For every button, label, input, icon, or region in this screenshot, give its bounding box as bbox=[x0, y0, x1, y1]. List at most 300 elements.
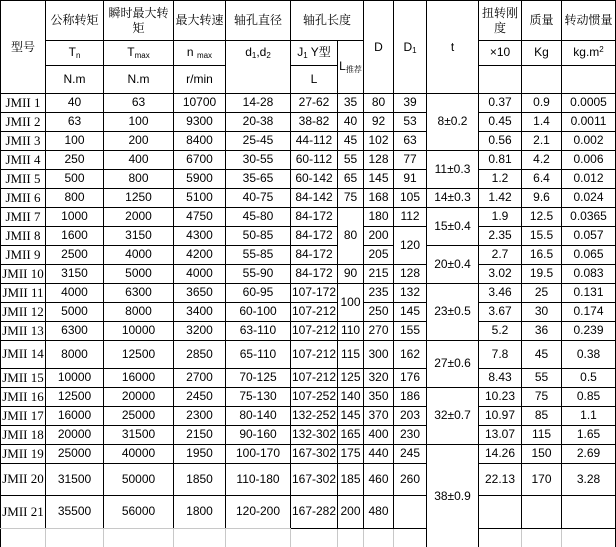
col-header-momentary-max-torque: 瞬时最大转矩 bbox=[104, 1, 174, 41]
symbol-tmax: $T_{max}$ bbox=[104, 41, 174, 66]
value-cell: 25 bbox=[522, 284, 562, 303]
value-cell: 14-28 bbox=[226, 94, 291, 113]
value-cell: 235 bbox=[364, 284, 394, 303]
table-row bbox=[1, 284, 616, 303]
col-header-nominal-torque: 公称转矩 bbox=[46, 1, 104, 41]
value-cell: 5000 bbox=[46, 303, 104, 322]
value-cell: 84-172 bbox=[291, 227, 338, 246]
value-cell: 4200 bbox=[174, 246, 226, 265]
value-cell: 1000 bbox=[46, 208, 104, 227]
value-cell: 16000 bbox=[104, 369, 174, 388]
value-cell: 155 bbox=[394, 322, 427, 341]
value-cell: 1.1 bbox=[562, 407, 616, 426]
value-cell: 6300 bbox=[104, 284, 174, 303]
value-cell: 400 bbox=[364, 426, 394, 445]
value-cell: 200 bbox=[104, 132, 174, 151]
model-cell: JMII 3 bbox=[1, 132, 46, 151]
value-cell: 90 bbox=[338, 265, 364, 284]
value-cell: 44-112 bbox=[291, 132, 338, 151]
value-cell: 107-212 bbox=[291, 303, 338, 322]
col-header-model: 型号 bbox=[1, 1, 46, 94]
value-cell: 162 bbox=[394, 341, 427, 369]
value-cell: 260 bbox=[394, 464, 427, 496]
col-header-t: t bbox=[427, 1, 479, 94]
value-cell: 0.057 bbox=[562, 227, 616, 246]
value-cell: 1.4 bbox=[522, 113, 562, 132]
value-cell: 100-170 bbox=[226, 445, 291, 464]
value-cell: 168 bbox=[364, 189, 394, 208]
value-cell: 8000 bbox=[104, 303, 174, 322]
table-row bbox=[1, 151, 616, 170]
value-cell: 10000 bbox=[104, 322, 174, 341]
blank-under-mass bbox=[522, 66, 562, 94]
table-row bbox=[1, 388, 616, 407]
value-cell: 9.6 bbox=[522, 189, 562, 208]
value-cell: 31500 bbox=[104, 426, 174, 445]
value-cell: 80 bbox=[338, 208, 364, 265]
value-cell: 5.2 bbox=[479, 322, 522, 341]
model-cell: JMII 8 bbox=[1, 227, 46, 246]
value-cell: 8±0.2 bbox=[427, 94, 479, 151]
table-row bbox=[1, 426, 616, 445]
value-cell: 100 bbox=[338, 284, 364, 322]
value-cell: 63 bbox=[394, 132, 427, 151]
value-cell: 2.35 bbox=[479, 227, 522, 246]
value-cell: 60-100 bbox=[226, 303, 291, 322]
value-cell: 107-252 bbox=[291, 388, 338, 407]
value-cell: 65 bbox=[338, 170, 364, 189]
value-cell: 20±0.4 bbox=[427, 246, 479, 284]
value-cell: 13.07 bbox=[479, 426, 522, 445]
value-cell: 20000 bbox=[104, 388, 174, 407]
col-header-D: D bbox=[364, 1, 394, 94]
model-cell: JMII 11 bbox=[1, 284, 46, 303]
header-row-titles bbox=[1, 1, 616, 41]
value-cell: 1.9 bbox=[479, 208, 522, 227]
value-cell: 120-200 bbox=[226, 496, 291, 529]
value-cell: 2000 bbox=[104, 208, 174, 227]
empty-cell bbox=[291, 529, 338, 547]
empty-cell bbox=[104, 529, 174, 547]
model-cell: JMII 7 bbox=[1, 208, 46, 227]
value-cell: 107-212 bbox=[291, 341, 338, 369]
value-cell: 112 bbox=[394, 208, 427, 227]
value-cell: 132-252 bbox=[291, 407, 338, 426]
value-cell: 27-62 bbox=[291, 94, 338, 113]
value-cell: 25000 bbox=[104, 407, 174, 426]
value-cell: 10000 bbox=[46, 369, 104, 388]
value-cell: 140 bbox=[338, 388, 364, 407]
value-cell: 40 bbox=[338, 113, 364, 132]
value-cell: 12500 bbox=[104, 341, 174, 369]
value-cell: 2.69 bbox=[562, 445, 616, 464]
blank-under-inertia bbox=[562, 66, 616, 94]
symbol-L: L bbox=[291, 66, 338, 94]
value-cell: 40000 bbox=[104, 445, 174, 464]
value-cell: 132 bbox=[394, 284, 427, 303]
value-cell: 15.5 bbox=[522, 227, 562, 246]
value-cell: 3.46 bbox=[479, 284, 522, 303]
value-cell: 53 bbox=[394, 113, 427, 132]
blank-under-stiffness bbox=[479, 66, 522, 94]
value-cell: 12500 bbox=[46, 388, 104, 407]
table-row bbox=[1, 341, 616, 369]
col-header-torsional-stiffness: 扭转刚度 bbox=[479, 1, 522, 41]
table-row bbox=[1, 189, 616, 208]
value-cell: 92 bbox=[364, 113, 394, 132]
value-cell: 145 bbox=[394, 303, 427, 322]
value-cell: 115 bbox=[338, 341, 364, 369]
value-cell: 3.28 bbox=[562, 464, 616, 496]
empty-cell bbox=[522, 529, 562, 547]
value-cell: 460 bbox=[364, 464, 394, 496]
value-cell: 63 bbox=[46, 113, 104, 132]
value-cell: 2.1 bbox=[522, 132, 562, 151]
value-cell: 80 bbox=[364, 94, 394, 113]
empty-cell bbox=[562, 529, 616, 547]
value-cell: 20-38 bbox=[226, 113, 291, 132]
value-cell: 0.012 bbox=[562, 170, 616, 189]
value-cell: 3.67 bbox=[479, 303, 522, 322]
empty-cell bbox=[394, 529, 427, 547]
value-cell: 80-140 bbox=[226, 407, 291, 426]
value-cell: 63-110 bbox=[226, 322, 291, 341]
value-cell: 480 bbox=[364, 496, 394, 529]
model-cell: JMII 14 bbox=[1, 341, 46, 369]
empty-cell bbox=[1, 529, 46, 547]
symbol-nmax: n $_{max}$ bbox=[174, 41, 226, 66]
empty-cell bbox=[338, 529, 364, 547]
value-cell: 3650 bbox=[174, 284, 226, 303]
value-cell: 165 bbox=[338, 426, 364, 445]
value-cell bbox=[522, 496, 562, 529]
value-cell: 4000 bbox=[174, 265, 226, 284]
value-cell: 0.131 bbox=[562, 284, 616, 303]
col-header-bore-diameter: 轴孔直径 bbox=[226, 1, 291, 41]
symbol-tn: $T_n$ bbox=[46, 41, 104, 66]
table-row bbox=[1, 369, 616, 388]
model-cell: JMII 21 bbox=[1, 496, 46, 529]
value-cell: 185 bbox=[338, 464, 364, 496]
unit-inertia: $kg.m^2$ bbox=[562, 41, 616, 66]
value-cell: 1800 bbox=[174, 496, 226, 529]
value-cell: 8400 bbox=[174, 132, 226, 151]
value-cell: 22.13 bbox=[479, 464, 522, 496]
value-cell: 70-125 bbox=[226, 369, 291, 388]
value-cell: 27±0.6 bbox=[427, 341, 479, 388]
unit-rpm: r/min bbox=[174, 66, 226, 94]
spec-table-body bbox=[1, 94, 616, 547]
value-cell: 230 bbox=[394, 426, 427, 445]
value-cell: 167-302 bbox=[291, 445, 338, 464]
value-cell: 0.002 bbox=[562, 132, 616, 151]
value-cell: 40 bbox=[46, 94, 104, 113]
value-cell: 84-172 bbox=[291, 208, 338, 227]
value-cell: 77 bbox=[394, 151, 427, 170]
value-cell: 0.81 bbox=[479, 151, 522, 170]
value-cell: 1600 bbox=[46, 227, 104, 246]
value-cell: 11±0.3 bbox=[427, 151, 479, 189]
header-row-symbols bbox=[1, 41, 616, 66]
value-cell: 3200 bbox=[174, 322, 226, 341]
value-cell: 8.43 bbox=[479, 369, 522, 388]
value-cell: 50000 bbox=[104, 464, 174, 496]
value-cell: 3150 bbox=[104, 227, 174, 246]
value-cell: 120 bbox=[394, 227, 427, 265]
value-cell: 100 bbox=[104, 113, 174, 132]
value-cell: 400 bbox=[104, 151, 174, 170]
value-cell: 2300 bbox=[174, 407, 226, 426]
value-cell: 145 bbox=[364, 170, 394, 189]
value-cell: 12.5 bbox=[522, 208, 562, 227]
value-cell: 270 bbox=[364, 322, 394, 341]
value-cell: 125 bbox=[338, 369, 364, 388]
table-row bbox=[1, 246, 616, 265]
value-cell: 16000 bbox=[46, 407, 104, 426]
value-cell: 102 bbox=[364, 132, 394, 151]
model-cell: JMII 2 bbox=[1, 113, 46, 132]
value-cell: 45 bbox=[522, 341, 562, 369]
value-cell: 6300 bbox=[46, 322, 104, 341]
value-cell: 36 bbox=[522, 322, 562, 341]
value-cell: 3.02 bbox=[479, 265, 522, 284]
value-cell: 4300 bbox=[174, 227, 226, 246]
value-cell: 107-212 bbox=[291, 369, 338, 388]
value-cell: 107-172 bbox=[291, 284, 338, 303]
table-row bbox=[1, 445, 616, 464]
value-cell: 35500 bbox=[46, 496, 104, 529]
table-row bbox=[1, 227, 616, 246]
value-cell: 32±0.7 bbox=[427, 388, 479, 445]
value-cell: 30-55 bbox=[226, 151, 291, 170]
value-cell: 1.42 bbox=[479, 189, 522, 208]
value-cell: 35-65 bbox=[226, 170, 291, 189]
value-cell: 0.0005 bbox=[562, 94, 616, 113]
value-cell: 5100 bbox=[174, 189, 226, 208]
value-cell: 10.97 bbox=[479, 407, 522, 426]
table-row bbox=[1, 464, 616, 496]
value-cell: 25-45 bbox=[226, 132, 291, 151]
value-cell: 150 bbox=[522, 445, 562, 464]
empty-cell bbox=[46, 529, 104, 547]
model-cell: JMII 10 bbox=[1, 265, 46, 284]
col-header-max-speed: 最大转速 bbox=[174, 1, 226, 41]
empty-cell bbox=[226, 529, 291, 547]
value-cell: 19.5 bbox=[522, 265, 562, 284]
table-row bbox=[1, 322, 616, 341]
unit-nm-2: N.m bbox=[104, 66, 174, 94]
value-cell: 2700 bbox=[174, 369, 226, 388]
value-cell: 14±0.3 bbox=[427, 189, 479, 208]
value-cell: 23±0.5 bbox=[427, 284, 479, 341]
value-cell: 9300 bbox=[174, 113, 226, 132]
model-cell: JMII 19 bbox=[1, 445, 46, 464]
value-cell: 500 bbox=[46, 170, 104, 189]
value-cell: 300 bbox=[364, 341, 394, 369]
table-row bbox=[1, 303, 616, 322]
value-cell: 15±0.4 bbox=[427, 208, 479, 246]
value-cell: 110-180 bbox=[226, 464, 291, 496]
model-cell: JMII 13 bbox=[1, 322, 46, 341]
value-cell: 2150 bbox=[174, 426, 226, 445]
value-cell: 245 bbox=[394, 445, 427, 464]
value-cell: 370 bbox=[364, 407, 394, 426]
col-header-bore-length: 轴孔长度 bbox=[291, 1, 364, 41]
col-header-mass: 质量 bbox=[522, 1, 562, 41]
value-cell: 90-160 bbox=[226, 426, 291, 445]
value-cell: 55 bbox=[338, 151, 364, 170]
value-cell: 84-172 bbox=[291, 246, 338, 265]
value-cell: 167-302 bbox=[291, 464, 338, 496]
table-row bbox=[1, 94, 616, 113]
value-cell: 65-110 bbox=[226, 341, 291, 369]
table-row bbox=[1, 407, 616, 426]
value-cell: 5000 bbox=[104, 265, 174, 284]
value-cell: 1.65 bbox=[562, 426, 616, 445]
value-cell: 145 bbox=[338, 407, 364, 426]
value-cell: 39 bbox=[394, 94, 427, 113]
value-cell: 0.5 bbox=[562, 369, 616, 388]
value-cell: 0.9 bbox=[522, 94, 562, 113]
table-row bbox=[1, 113, 616, 132]
value-cell: 38±0.9 bbox=[427, 445, 479, 547]
value-cell: 4750 bbox=[174, 208, 226, 227]
value-cell: 60-95 bbox=[226, 284, 291, 303]
value-cell: 60-112 bbox=[291, 151, 338, 170]
value-cell: 56000 bbox=[104, 496, 174, 529]
value-cell: 16.5 bbox=[522, 246, 562, 265]
value-cell: 4000 bbox=[46, 284, 104, 303]
value-cell: 0.006 bbox=[562, 151, 616, 170]
value-cell: 205 bbox=[364, 246, 394, 265]
value-cell bbox=[479, 496, 522, 529]
value-cell bbox=[562, 496, 616, 529]
value-cell: 215 bbox=[364, 265, 394, 284]
value-cell: 7.8 bbox=[479, 341, 522, 369]
empty-cell bbox=[479, 529, 522, 547]
value-cell: 40-75 bbox=[226, 189, 291, 208]
value-cell: 800 bbox=[46, 189, 104, 208]
value-cell: 350 bbox=[364, 388, 394, 407]
value-cell: 10.23 bbox=[479, 388, 522, 407]
value-cell: 320 bbox=[364, 369, 394, 388]
value-cell: 0.0011 bbox=[562, 113, 616, 132]
value-cell: 60-142 bbox=[291, 170, 338, 189]
value-cell: 128 bbox=[394, 265, 427, 284]
value-cell: 2850 bbox=[174, 341, 226, 369]
value-cell: 75 bbox=[522, 388, 562, 407]
value-cell: 0.45 bbox=[479, 113, 522, 132]
value-cell: 25000 bbox=[46, 445, 104, 464]
value-cell: 2.7 bbox=[479, 246, 522, 265]
value-cell: 167-282 bbox=[291, 496, 338, 529]
empty-cell bbox=[174, 529, 226, 547]
table-row bbox=[1, 496, 616, 529]
symbol-l-recommended: $L_{推荐}$ bbox=[338, 41, 364, 94]
value-cell: 132-302 bbox=[291, 426, 338, 445]
value-cell: 8000 bbox=[46, 341, 104, 369]
value-cell: 110 bbox=[338, 322, 364, 341]
value-cell: 6700 bbox=[174, 151, 226, 170]
value-cell: 0.239 bbox=[562, 322, 616, 341]
value-cell: 250 bbox=[364, 303, 394, 322]
value-cell: 20000 bbox=[46, 426, 104, 445]
model-cell: JMII 6 bbox=[1, 189, 46, 208]
model-cell: JMII 4 bbox=[1, 151, 46, 170]
value-cell: 170 bbox=[522, 464, 562, 496]
value-cell: 30 bbox=[522, 303, 562, 322]
value-cell: 1850 bbox=[174, 464, 226, 496]
col-header-inertia: 转动惯量 bbox=[562, 1, 616, 41]
value-cell: 5900 bbox=[174, 170, 226, 189]
table-row bbox=[1, 208, 616, 227]
value-cell: 128 bbox=[364, 151, 394, 170]
value-cell: 107-212 bbox=[291, 322, 338, 341]
value-cell: 180 bbox=[364, 208, 394, 227]
value-cell: 105 bbox=[394, 189, 427, 208]
value-cell: 10700 bbox=[174, 94, 226, 113]
value-cell: 115 bbox=[522, 426, 562, 445]
unit-nm-1: N.m bbox=[46, 66, 104, 94]
value-cell: 0.0365 bbox=[562, 208, 616, 227]
model-cell: JMII 1 bbox=[1, 94, 46, 113]
value-cell: 0.38 bbox=[562, 341, 616, 369]
value-cell: 63 bbox=[104, 94, 174, 113]
value-cell: 175 bbox=[338, 445, 364, 464]
table-row bbox=[1, 265, 616, 284]
value-cell: 0.083 bbox=[562, 265, 616, 284]
symbol-j1-y-type: $J_1$ Y型 bbox=[291, 41, 338, 66]
model-cell: JMII 20 bbox=[1, 464, 46, 496]
value-cell: 0.37 bbox=[479, 94, 522, 113]
value-cell: 45-80 bbox=[226, 208, 291, 227]
unit-mass: Kg bbox=[522, 41, 562, 66]
value-cell: 0.024 bbox=[562, 189, 616, 208]
value-cell: 0.85 bbox=[562, 388, 616, 407]
value-cell: 35 bbox=[338, 94, 364, 113]
value-cell: 45 bbox=[338, 132, 364, 151]
value-cell: 3150 bbox=[46, 265, 104, 284]
value-cell: 4.2 bbox=[522, 151, 562, 170]
value-cell: 75 bbox=[338, 189, 364, 208]
value-cell: 3400 bbox=[174, 303, 226, 322]
value-cell: 176 bbox=[394, 369, 427, 388]
unit-stiffness: ×10 bbox=[479, 41, 522, 66]
value-cell: 200 bbox=[338, 496, 364, 529]
header-row-units bbox=[1, 66, 616, 94]
value-cell: 186 bbox=[394, 388, 427, 407]
value-cell: 6.4 bbox=[522, 170, 562, 189]
value-cell: 1950 bbox=[174, 445, 226, 464]
value-cell: 0.174 bbox=[562, 303, 616, 322]
value-cell: 203 bbox=[394, 407, 427, 426]
value-cell: 2500 bbox=[46, 246, 104, 265]
model-cell: JMII 18 bbox=[1, 426, 46, 445]
model-cell: JMII 17 bbox=[1, 407, 46, 426]
value-cell: 55 bbox=[522, 369, 562, 388]
table-row bbox=[1, 132, 616, 151]
value-cell: 100 bbox=[46, 132, 104, 151]
value-cell: 1.2 bbox=[479, 170, 522, 189]
value-cell: 50-85 bbox=[226, 227, 291, 246]
value-cell: 84-172 bbox=[291, 265, 338, 284]
value-cell: 38-82 bbox=[291, 113, 338, 132]
value-cell: 55-85 bbox=[226, 246, 291, 265]
value-cell: 250 bbox=[46, 151, 104, 170]
model-cell: JMII 9 bbox=[1, 246, 46, 265]
value-cell bbox=[394, 496, 427, 529]
value-cell: 4000 bbox=[104, 246, 174, 265]
